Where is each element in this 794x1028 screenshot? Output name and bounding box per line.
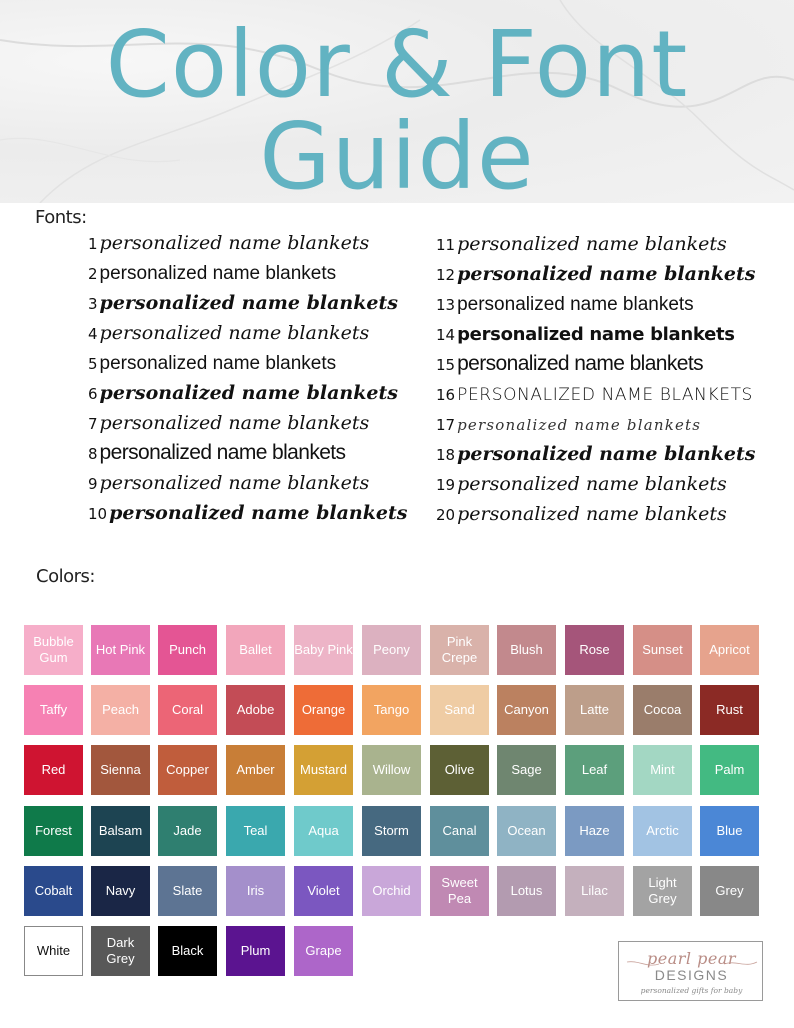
color-swatch: Blush bbox=[497, 625, 556, 675]
font-sample bbox=[436, 321, 735, 348]
color-swatch: Lilac bbox=[565, 866, 624, 916]
font-number: 6 bbox=[88, 385, 98, 403]
color-swatch: Rust bbox=[700, 685, 759, 735]
font-sample-text: PERSONALIZED NAME BLANKETS bbox=[457, 385, 753, 405]
logo-tagline: personalized gifts for baby bbox=[640, 986, 743, 995]
color-swatch: White bbox=[24, 926, 83, 976]
color-swatch: Mint bbox=[633, 745, 692, 795]
color-swatch: Blue bbox=[700, 806, 759, 856]
font-sample bbox=[436, 291, 694, 318]
color-swatch: Sienna bbox=[91, 745, 150, 795]
font-sample bbox=[88, 350, 336, 377]
font-sample bbox=[88, 260, 336, 287]
font-sample-text: personalized name blankets bbox=[457, 352, 703, 375]
font-number: 12 bbox=[436, 266, 456, 284]
color-swatch: Ballet bbox=[226, 625, 285, 675]
color-swatch: Cocoa bbox=[633, 685, 692, 735]
color-swatch: Haze bbox=[565, 806, 624, 856]
color-swatch: Orange bbox=[294, 685, 353, 735]
font-sample-text: personalized name blankets bbox=[99, 232, 370, 254]
color-swatch: Cobalt bbox=[24, 866, 83, 916]
font-sample-text: personalized name blankets bbox=[457, 443, 756, 465]
color-swatch: Lotus bbox=[497, 866, 556, 916]
font-sample bbox=[88, 500, 407, 527]
font-number: 16 bbox=[436, 386, 456, 404]
color-swatch: Arctic bbox=[633, 806, 692, 856]
font-number: 19 bbox=[436, 476, 456, 494]
font-sample bbox=[436, 471, 727, 498]
font-sample bbox=[436, 501, 727, 528]
font-sample bbox=[436, 441, 755, 468]
font-sample bbox=[88, 290, 398, 317]
color-swatch: Taffy bbox=[24, 685, 83, 735]
font-sample bbox=[436, 231, 727, 258]
color-swatch: Violet bbox=[294, 866, 353, 916]
color-swatch: Olive bbox=[430, 745, 489, 795]
color-swatch: Jade bbox=[158, 806, 217, 856]
color-swatch: Copper bbox=[158, 745, 217, 795]
color-swatch: Grape bbox=[294, 926, 353, 976]
font-sample-text: personalized name blankets bbox=[457, 294, 694, 315]
font-number: 7 bbox=[88, 415, 98, 433]
logo-name-text: DESIGNS bbox=[654, 967, 729, 983]
color-swatch: Sand bbox=[430, 685, 489, 735]
font-sample-text: personalized name blankets bbox=[457, 324, 735, 345]
color-swatch: Plum bbox=[226, 926, 285, 976]
font-sample bbox=[88, 470, 369, 497]
colors-label: Colors: bbox=[36, 566, 95, 587]
font-number: 8 bbox=[88, 445, 98, 463]
color-swatch: Sweet Pea bbox=[430, 866, 489, 916]
font-sample-text: personalized name blankets bbox=[457, 473, 727, 495]
font-number: 20 bbox=[436, 506, 456, 524]
color-swatch: Navy bbox=[91, 866, 150, 916]
font-number: 18 bbox=[436, 446, 456, 464]
color-swatch: Peach bbox=[91, 685, 150, 735]
font-sample bbox=[88, 320, 369, 347]
brand-logo bbox=[618, 941, 763, 1001]
color-swatch: Palm bbox=[700, 745, 759, 795]
color-swatch: Black bbox=[158, 926, 217, 976]
font-sample-text: personalized name blankets bbox=[99, 353, 337, 374]
font-sample bbox=[88, 230, 369, 257]
font-sample-text: personalized name blankets bbox=[99, 412, 370, 434]
color-swatch: Orchid bbox=[362, 866, 421, 916]
color-swatch: Iris bbox=[226, 866, 285, 916]
font-number: 5 bbox=[88, 355, 98, 373]
font-sample bbox=[436, 381, 753, 408]
font-sample bbox=[436, 261, 755, 288]
font-number: 1 bbox=[88, 235, 98, 253]
color-swatch: Punch bbox=[158, 625, 217, 675]
font-sample-text: personalized name blankets bbox=[99, 292, 398, 314]
font-sample-text: personalized name blankets bbox=[99, 441, 346, 464]
color-swatch: Mustard bbox=[294, 745, 353, 795]
font-sample-text: personalized name blankets bbox=[99, 322, 370, 344]
color-swatch: Tango bbox=[362, 685, 421, 735]
color-swatch: Slate bbox=[158, 866, 217, 916]
color-swatch: Willow bbox=[362, 745, 421, 795]
color-swatch: Ocean bbox=[497, 806, 556, 856]
page-title-line-2: Guide bbox=[259, 103, 535, 203]
color-swatch: Bubble Gum bbox=[24, 625, 83, 675]
font-number: 13 bbox=[436, 296, 456, 314]
font-sample bbox=[88, 380, 398, 407]
color-swatch: Baby Pink bbox=[294, 625, 353, 675]
color-swatch: Sunset bbox=[633, 625, 692, 675]
color-swatch: Teal bbox=[226, 806, 285, 856]
font-number: 9 bbox=[88, 475, 98, 493]
font-sample-text: personalized name blankets bbox=[99, 472, 370, 494]
color-swatch: Peony bbox=[362, 625, 421, 675]
font-sample bbox=[88, 440, 345, 467]
font-number: 2 bbox=[88, 265, 98, 283]
font-number: 14 bbox=[436, 326, 456, 344]
color-swatch: Forest bbox=[24, 806, 83, 856]
color-swatch: Storm bbox=[362, 806, 421, 856]
color-swatch: Apricot bbox=[700, 625, 759, 675]
color-swatch: Leaf bbox=[565, 745, 624, 795]
font-sample-text: personalized name blankets bbox=[457, 263, 756, 285]
font-sample-text: personalized name blankets bbox=[99, 263, 337, 284]
color-swatch: Dark Grey bbox=[91, 926, 150, 976]
color-swatch: Hot Pink bbox=[91, 625, 150, 675]
font-sample-text: personalized name blankets bbox=[99, 382, 398, 404]
font-sample bbox=[436, 351, 703, 378]
fonts-label: Fonts: bbox=[35, 207, 87, 228]
font-number: 11 bbox=[436, 236, 456, 254]
font-number: 10 bbox=[88, 505, 108, 523]
font-sample-text: personalized name blankets bbox=[457, 416, 702, 434]
color-swatch: Amber bbox=[226, 745, 285, 795]
color-swatch: Adobe bbox=[226, 685, 285, 735]
font-sample-text: personalized name blankets bbox=[109, 502, 408, 524]
font-number: 17 bbox=[436, 416, 456, 434]
color-swatch: Latte bbox=[565, 685, 624, 735]
color-swatch: Rose bbox=[565, 625, 624, 675]
color-swatch: Light Grey bbox=[633, 866, 692, 916]
font-number: 15 bbox=[436, 356, 456, 374]
logo-script-text: pearl pear bbox=[647, 949, 736, 968]
color-swatch: Coral bbox=[158, 685, 217, 735]
header-banner bbox=[0, 0, 794, 203]
color-swatch: Red bbox=[24, 745, 83, 795]
color-swatch: Balsam bbox=[91, 806, 150, 856]
page-title-line-1: Color & Font bbox=[105, 11, 689, 118]
color-swatch: Sage bbox=[497, 745, 556, 795]
color-swatch: Grey bbox=[700, 866, 759, 916]
color-swatch: Pink Crepe bbox=[430, 625, 489, 675]
font-sample bbox=[436, 411, 701, 438]
font-sample bbox=[88, 410, 369, 437]
color-swatch: Canyon bbox=[497, 685, 556, 735]
font-number: 4 bbox=[88, 325, 98, 343]
color-swatch: Canal bbox=[430, 806, 489, 856]
font-number: 3 bbox=[88, 295, 98, 313]
font-sample-text: personalized name blankets bbox=[457, 503, 727, 525]
color-swatch: Aqua bbox=[294, 806, 353, 856]
font-sample-text: personalized name blankets bbox=[457, 233, 727, 255]
